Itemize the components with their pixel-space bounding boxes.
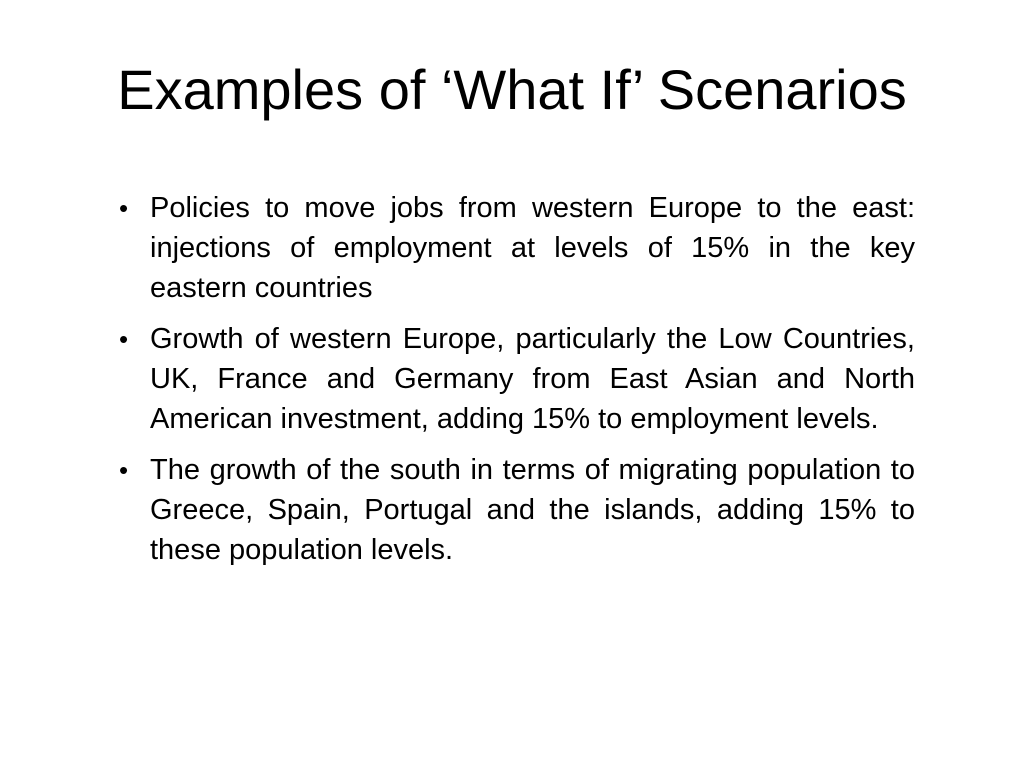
- bullet-icon: •: [119, 455, 129, 485]
- bullet-text: Policies to move jobs from western Europe to the east: injections of employment at levels of 15% in the key eastern countries: [150, 192, 915, 304]
- bullet-icon: •: [119, 324, 129, 354]
- bullet-list: [115, 188, 915, 581]
- bullet-item: [115, 319, 915, 439]
- bullet-text: Growth of western Europe, particularly the Low Countries, UK, France and Germany from East Asian and North American investment, adding 15% to employment levels.: [150, 323, 915, 435]
- slide-title: Examples of ‘What If’ Scenarios: [117, 58, 907, 121]
- bullet-icon: •: [119, 193, 129, 223]
- bullet-text: The growth of the south in terms of migrating population to Greece, Spain, Portugal and the islands, adding 15% to these population levels.: [150, 454, 915, 566]
- bullet-item: [115, 450, 915, 570]
- bullet-item: [115, 188, 915, 308]
